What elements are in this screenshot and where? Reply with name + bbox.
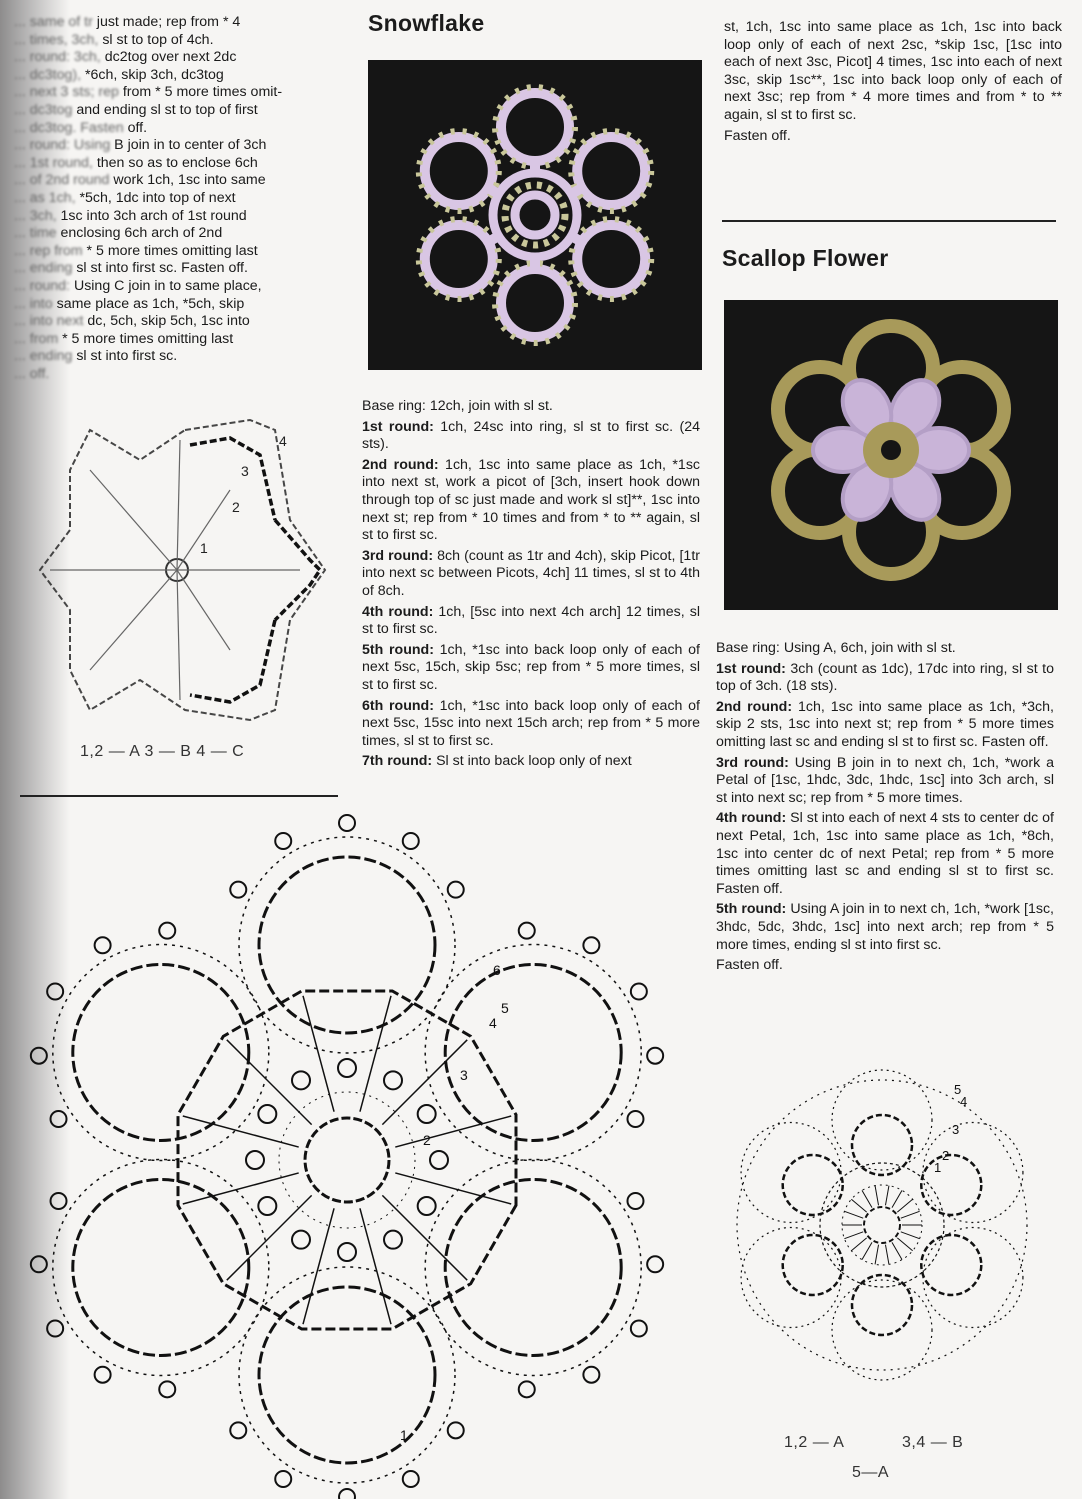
round-text: 1ch, *1sc into back loop only of each of next 5sc, 15sc into next 15ch arch; rep from * 5 more times, sl st to first sc. <box>362 697 700 749</box>
scallop-chart-label-2: 2 <box>942 1148 950 1163</box>
scallop-legend-a: 1,2 — A <box>784 1434 845 1451</box>
left-line-cut-text: ... into <box>14 295 53 312</box>
round-text: 1ch, 1sc into same place as 1ch, *1sc into next st, work a picot of [3ch, insert hook down through top of sc just made and work sl st]**, 1sc into next st; rep from * 10 times and from * to ** again, sl st to first sc. <box>362 456 701 544</box>
scallop-flower-title: Scallop Flower <box>722 245 889 271</box>
round-text: Using A join in to next ch, 1ch, *work [1sc, 3hdc, 5dc, 3hdc, 1sc] into next arch; rep from * 5 more times, ending sl st into first sc. <box>716 901 1054 953</box>
snowflake-step-5 <box>362 642 700 695</box>
left-line-text: just made; rep from * 4 <box>92 14 241 30</box>
left-line-cut-text: ... rep from <box>14 242 83 259</box>
left-line-cut-text: ... time <box>14 225 57 242</box>
snowflake-instructions-continued <box>724 19 1062 148</box>
left-motif-chart <box>30 410 340 730</box>
round-label: 7th round: <box>362 753 433 770</box>
left-line-text: work 1ch, 1sc into same <box>109 172 266 189</box>
round-text: Using B join in to next ch, 1ch, *work a Petal of [1sc, 1hdc, 3dc, 1hdc, 1sc] into 3ch arch, sl st into next sc; rep from * 5 more times. <box>716 754 1054 806</box>
left-line-8 <box>14 155 339 173</box>
round-text: 1ch, 1sc into same place as 1ch, *3ch, skip 2 sts, 1sc into next st; rep from * 5 more times omitting last sc and ending sl st to first sc. Fasten off. <box>716 698 1054 750</box>
snowflake-chart <box>55 815 675 1480</box>
left-line-text: * 5 more times omitting last <box>58 330 234 347</box>
scallop-step-3 <box>716 755 1054 808</box>
round-text: 1ch, *1sc into back loop only of each of next 5sc, 15ch, skip 5sc; rep from * 5 more times, sl st to first sc. <box>362 641 700 693</box>
left-line-text: sl st to top of 4ch. <box>98 31 214 48</box>
scallop-flower-instructions <box>716 640 1054 978</box>
left-line-text: enclosing 6ch arch of 2nd <box>56 225 223 242</box>
left-chart-label-3: 3 <box>241 463 249 479</box>
round-label: 4th round: <box>362 603 434 620</box>
round-text: Base ring: 12ch, join with sl st. <box>362 398 553 414</box>
left-line-text: sl st into first sc. <box>72 348 178 365</box>
scallop-chart-label-3: 3 <box>952 1122 960 1137</box>
left-line-7 <box>14 137 339 155</box>
left-line-cut-text: ... dc3tog. Fasten <box>14 119 124 136</box>
left-line-15 <box>14 278 339 296</box>
scallop-legend-c: 5—A <box>852 1464 890 1481</box>
left-chart-label-1: 1 <box>200 540 208 556</box>
left-line-cut-text: ... of 2nd round <box>14 172 110 189</box>
left-line-text: B join in to center of 3ch <box>110 137 267 154</box>
left-line-text: dc2tog over next 2dc <box>100 49 237 66</box>
round-text: Base ring: Using A, 6ch, join with sl st. <box>716 640 956 656</box>
left-line-cut-text: ... ending <box>14 348 73 365</box>
left-line-3 <box>14 67 339 85</box>
snowflake-chart-label-1: 1 <box>400 1427 408 1443</box>
round-label: 2nd round: <box>362 456 439 473</box>
snowflake-chart-label-2: 2 <box>423 1132 431 1148</box>
scallop-chart-label-5: 5 <box>954 1082 962 1097</box>
left-line-text: *6ch, skip 3ch, dc3tog <box>81 66 224 83</box>
left-line-cut-text: ... from <box>14 330 59 347</box>
snowflake-chart-label-4: 4 <box>489 1015 497 1031</box>
round-label: 2nd round: <box>716 698 793 715</box>
left-line-17 <box>14 313 339 331</box>
snowflake-step-0 <box>362 398 700 416</box>
left-line-cut-text: ... next 3 sts; rep <box>14 84 119 101</box>
scallop-step-1 <box>716 661 1054 696</box>
round-label: 3rd round: <box>716 754 789 771</box>
left-line-cut-text: ... into next <box>14 313 84 330</box>
left-line-cut-text: ... 3ch, <box>14 207 57 224</box>
scallop-legend-b: 3,4 — B <box>902 1434 964 1451</box>
round-text: 1ch, 24sc into ring, sl st to first sc. (24 sts). <box>362 418 701 453</box>
snowflake-photo <box>368 60 702 370</box>
left-line-20 <box>14 366 339 384</box>
left-line-cut-text: ... round: Using <box>14 137 111 154</box>
left-line-text: 1sc into 3ch arch of 1st round <box>56 207 247 224</box>
round-text: Sl st into each of next 4 sts to center dc of next Petal, 1ch, 1sc into same place as 1ch, *8ch, 1sc into center dc of next Petal; rep from * 5 more times omitting last sc and ending sl st to first sc. Fasten off. <box>716 810 1055 897</box>
scallop-chart-label-1: 1 <box>934 1160 942 1175</box>
left-line-11 <box>14 208 339 226</box>
snowflake-step-1 <box>362 419 700 454</box>
scallop-chart-label-4: 4 <box>960 1094 968 1109</box>
left-line-19 <box>14 348 339 366</box>
snowflake-chart-label-5: 5 <box>501 1000 509 1016</box>
round-text: 8ch (count as 1tr and 4ch), skip Picot, [1tr into next sc between Picots, 4ch] 11 times, sl st to 4th of 8ch. <box>362 547 700 599</box>
snowflake-step-4 <box>362 604 700 639</box>
snowflake-step-3 <box>362 548 700 601</box>
snowflake-instructions <box>362 398 700 774</box>
scallop-step-0 <box>716 640 1054 658</box>
left-column-text <box>14 14 339 383</box>
left-line-text: *5ch, 1dc into top of next <box>75 189 236 206</box>
left-line-text: sl st into first sc. Fasten off. <box>72 260 248 277</box>
scallop-step-4 <box>716 810 1054 898</box>
scallop-step-2 <box>716 699 1054 752</box>
left-line-text: then so as to enclose 6ch <box>92 154 258 171</box>
left-line-5 <box>14 102 339 120</box>
snowflake-continuation: st, 1ch, 1sc into same place as 1ch, 1sc into back loop only of each of next 2sc, *skip 1sc, [1sc into each of next 3sc, Picot] 4 times, 1sc into each of next 3sc, skip 1sc**, 1sc into back loop only of each of next 3sc; rep from * 4 more times and from * to ** again, sl st to first sc. <box>724 19 1062 123</box>
round-label: 3rd round: <box>362 547 434 564</box>
snowflake-fasten-off: Fasten off. <box>724 127 791 144</box>
left-line-16 <box>14 296 339 314</box>
scallop-flower-photo <box>724 300 1058 610</box>
left-line-10 <box>14 190 339 208</box>
snowflake-step-7 <box>362 753 700 771</box>
snowflake-step-6 <box>362 698 700 751</box>
round-label: 5th round: <box>716 901 787 918</box>
left-chart-label-4: 4 <box>279 433 287 449</box>
left-line-text: * 5 more times omitting last <box>82 242 258 259</box>
left-line-text: Using C join in to same place, <box>70 277 262 294</box>
round-label: 6th round: <box>362 697 434 714</box>
round-label: 1st round: <box>362 418 434 435</box>
round-text: Sl st into back loop only of next <box>432 753 632 770</box>
left-line-cut-text: ... as 1ch, <box>14 189 76 206</box>
left-line-12 <box>14 225 339 243</box>
left-line-cut-text: ... round: 3ch, <box>14 49 101 66</box>
scallop-fasten-off: Fasten off. <box>716 957 783 974</box>
left-line-text: same place as 1ch, *5ch, skip <box>52 295 245 312</box>
left-line-18 <box>14 331 339 349</box>
left-line-13 <box>14 243 339 261</box>
round-label: 1st round: <box>716 660 786 677</box>
left-line-1 <box>14 32 339 50</box>
round-label: 5th round: <box>362 641 434 658</box>
snowflake-title: Snowflake <box>368 10 485 36</box>
snowflake-step-2 <box>362 457 700 545</box>
left-divider <box>20 795 338 797</box>
left-chart-label-2: 2 <box>232 499 240 515</box>
left-line-cut-text: ... same of tr <box>14 14 93 30</box>
left-line-text: off. <box>123 119 148 136</box>
left-line-2 <box>14 49 339 67</box>
left-line-cut-text: ... ending <box>14 260 73 277</box>
left-line-text: from * 5 more times omit- <box>118 84 283 101</box>
scallop-flower-chart <box>722 1060 1042 1420</box>
left-line-9 <box>14 172 339 190</box>
left-chart-legend: 1,2 — A 3 — B 4 — C <box>80 743 245 760</box>
snowflake-chart-label-6: 6 <box>493 962 501 978</box>
left-line-cut-text: ... off. <box>14 365 50 382</box>
right-divider <box>722 220 1056 222</box>
left-line-cut-text: ... dc3tog), <box>14 66 82 83</box>
round-label: 4th round: <box>716 810 787 827</box>
left-line-cut-text: ... dc3tog <box>14 101 73 118</box>
snowflake-chart-label-3: 3 <box>460 1067 468 1083</box>
left-line-cut-text: ... times, 3ch, <box>14 31 99 48</box>
left-line-0 <box>14 14 339 32</box>
left-line-cut-text: ... 1st round, <box>14 154 93 171</box>
left-line-6 <box>14 120 339 138</box>
left-line-cut-text: ... round: <box>14 277 70 294</box>
round-text: 1ch, [5sc into next 4ch arch] 12 times, sl st to first sc. <box>362 603 700 638</box>
scallop-step-5 <box>716 901 1054 954</box>
round-text: 3ch (count as 1dc), 17dc into ring, sl st to top of 3ch. (18 sts). <box>716 660 1055 695</box>
left-line-text: dc, 5ch, skip 5ch, 1sc into <box>83 313 250 330</box>
left-line-4 <box>14 84 339 102</box>
left-line-text: and ending sl st to top of first <box>72 101 258 118</box>
left-line-14 <box>14 260 339 278</box>
